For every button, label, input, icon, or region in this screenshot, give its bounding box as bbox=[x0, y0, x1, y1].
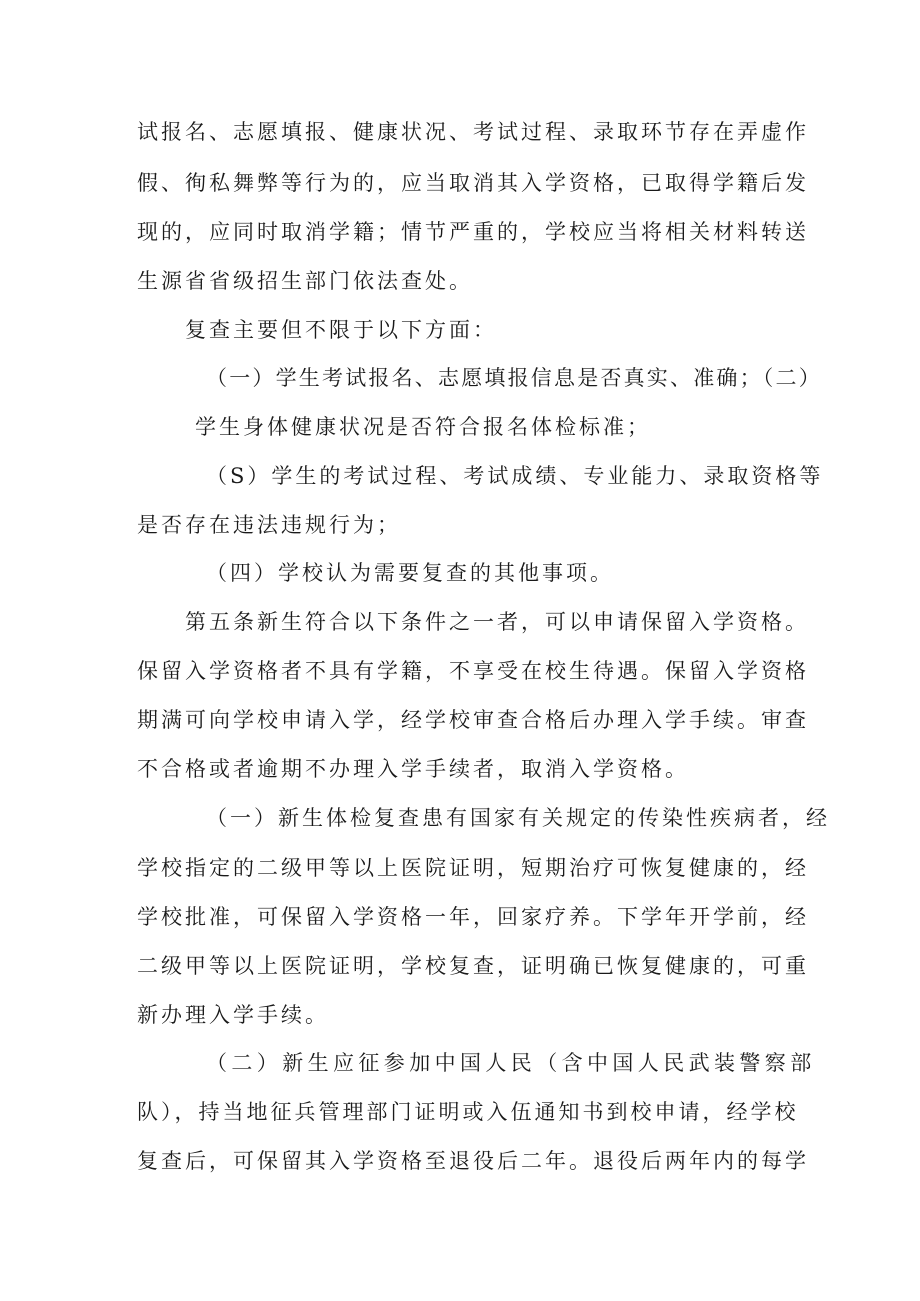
text-line: 复查主要但不限于以下方面： bbox=[185, 318, 497, 342]
text-line: （一）新生体检复查患有国家有关规定的传染性疾病者，经 bbox=[206, 806, 830, 830]
text-line: 学校批准，可保留入学资格一年，回家疗养。下学年开学前，经 bbox=[137, 905, 809, 929]
text-line: 试报名、志愿填报、健康状况、考试过程、录取环节存在弄虚作 bbox=[137, 120, 809, 144]
text-line: 学校指定的二级甲等以上医院证明，短期治疗可恢复健康的，经 bbox=[137, 856, 809, 880]
text-line: 现的，应同时取消学籍；情节严重的，学校应当将相关材料转送 bbox=[137, 220, 809, 244]
text-line: （四）学校认为需要复查的其他事项。 bbox=[206, 561, 614, 585]
text-line: 是否存在违法违规行为； bbox=[137, 513, 401, 537]
text-line: 期满可向学校申请入学，经学校审查合格后办理入学手续。审查 bbox=[137, 708, 809, 732]
text-line: 第五条新生符合以下条件之一者，可以申请保留入学资格。 bbox=[185, 610, 809, 634]
text-line: 队），持当地征兵管理部门证明或入伍通知书到校申请，经学校 bbox=[137, 1100, 799, 1124]
text-line: （二）新生应征参加中国人民（含中国人民武装警察部 bbox=[206, 1051, 816, 1075]
text-line: 复查后，可保留其入学资格至退役后二年。退役后两年内的每学 bbox=[137, 1149, 809, 1173]
text-line: 新办理入学手续。 bbox=[137, 1003, 329, 1027]
text-line: 学生身体健康状况是否符合报名体检标准； bbox=[195, 415, 651, 439]
text-line: 生源省省级招生部门依法查处。 bbox=[137, 269, 473, 293]
text-line: 不合格或者逾期不办理入学手续者，取消入学资格。 bbox=[137, 757, 689, 781]
text-line: （S）学生的考试过程、考试成绩、专业能力、录取资格等 bbox=[206, 464, 824, 488]
text-line: 二级甲等以上医院证明，学校复查，证明确已恢复健康的，可重 bbox=[137, 954, 809, 978]
text-line: （一）学生考试报名、志愿填报信息是否真实、准确；（二） bbox=[206, 366, 822, 390]
text-line: 假、徇私舞弊等行为的，应当取消其入学资格，已取得学籍后发 bbox=[137, 171, 809, 195]
text-line: 保留入学资格者不具有学籍，不享受在校生待遇。保留入学资格 bbox=[137, 659, 809, 683]
